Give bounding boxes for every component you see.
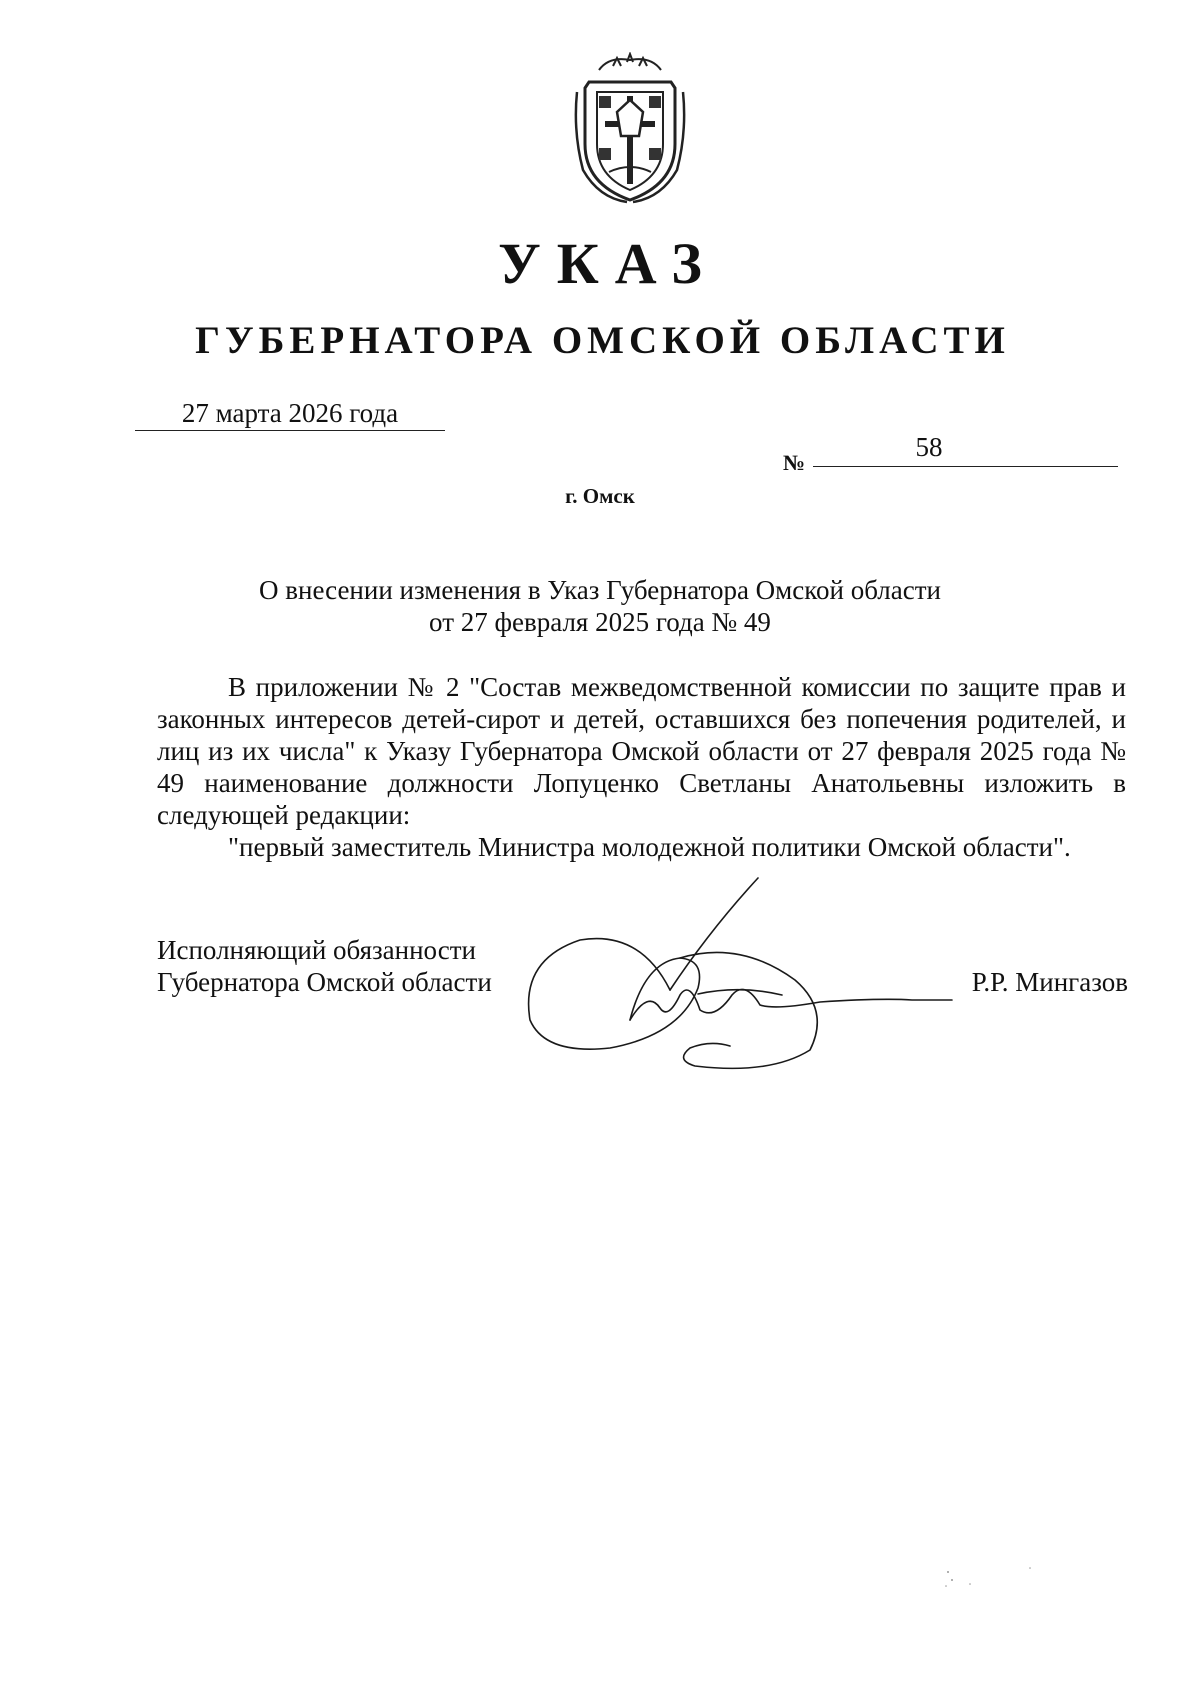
coat-of-arms-icon bbox=[569, 52, 691, 204]
decree-number: 58 bbox=[915, 432, 943, 462]
signatory-name: Р.Р. Мингазов bbox=[971, 967, 1128, 997]
date-underline bbox=[135, 430, 445, 432]
decree-heading-line-2: от 27 февраля 2025 года № 49 bbox=[429, 607, 771, 637]
body-paragraph: В приложении № 2 "Состав межведомственной комиссии по защите прав и законных интересов детей-сирот и детей, оставшихся без попечения родителей, и лиц из их числа" к Указу Губернатора Омской области от 27 февраля 2025 года № 49 наименование должности Лопуценко Светланы Анатольевны изложить в следующей редакции: bbox=[157, 672, 1126, 830]
number-label: № bbox=[783, 450, 806, 475]
number-underline bbox=[813, 466, 1118, 468]
document-subtitle: ГУБЕРНАТОРА ОМСКОЙ ОБЛАСТИ bbox=[195, 319, 1010, 362]
decree-heading-line-1: О внесении изменения в Указ Губернатора Омской области bbox=[259, 575, 941, 605]
decree-date: 27 марта 2026 года bbox=[181, 398, 399, 428]
document-title: УКАЗ bbox=[498, 231, 718, 296]
signatory-role-line-1: Исполняющий обязанности bbox=[157, 935, 476, 965]
scan-specks bbox=[940, 1560, 1060, 1600]
body-quote: "первый заместитель Министра молодежной политики Омской области". bbox=[228, 832, 1071, 862]
signatory-role-line-2: Губернатора Омской области bbox=[157, 967, 492, 997]
city-label: г. Омск bbox=[565, 484, 635, 508]
handwritten-signature-icon bbox=[520, 870, 1010, 1085]
